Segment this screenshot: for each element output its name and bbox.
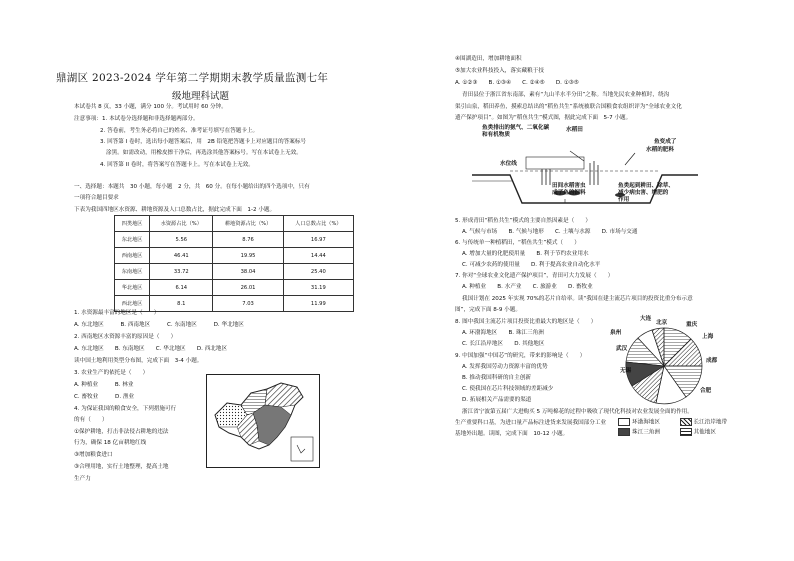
table-cell: 5.56: [150, 232, 213, 248]
passage-line: 浙江省宁波第五届广大进购买 5 万吨棉花的过程中吸收了现代化科技对农业发展全面的作用。: [462, 409, 693, 415]
diagram-label: 鱼变成了: [654, 139, 677, 145]
question-line: 4. 为保证我国的粮食安全，下列措施可行: [74, 406, 177, 412]
question-line: 3. 农业生产的依托是（ ）: [74, 370, 149, 376]
land-use-map: [206, 374, 320, 468]
intro-line: 本试卷共 8 页，33 小题，满分 100 分。考试用时 60 分钟。: [74, 104, 227, 110]
legend-label: 珠江三角洲: [632, 429, 660, 436]
option-line: A. ①②③ B. ①③④ C. ②④⑤ D. ①③⑤: [455, 80, 579, 86]
question-line: A. 种植业 B. 林业: [74, 382, 134, 388]
question-line: A. 环渤海地区 B. 珠江三角洲: [462, 330, 544, 336]
table-cell: 16.97: [283, 232, 353, 248]
pie-label: 无锡: [620, 368, 632, 374]
table-header-row: [115, 216, 354, 232]
question-line: A. 东北地区 B. 西南地区 C. 东南地区 D. 华北地区: [74, 322, 244, 328]
intro-line: 2. 答卷前，考生务必将自己的姓名、准考证号填写在答题卡上。: [100, 128, 259, 134]
pie-legend: [618, 428, 716, 437]
diagram-label: 水稻的肥料: [646, 147, 674, 153]
legend-swatch: [618, 428, 630, 436]
table-cell: 华北地区: [115, 280, 150, 296]
question-line: 5. 形成青田“稻鱼共生”模式的主要自然因素是（ ）: [455, 218, 591, 224]
intro-line: 4. 回答第 II 卷时，将答案写在答题卡上。写在本试卷上无效。: [100, 162, 254, 168]
passage-line: 渠引山泉，稻田养鱼，摸索总结出的“稻鱼共生”系统被联合国粮食农组织评为“全球农业文化: [455, 104, 682, 110]
table-intro: 下表为我国四地区水资源、耕地资源及人口总数占比，据此完成下面 1-2 小题。: [74, 207, 276, 213]
pie-label: 合肥: [700, 388, 712, 394]
question-line: 行为，确保 18 亿亩耕地红线: [74, 440, 147, 446]
section-heading: 一项符合题目要求: [74, 195, 119, 201]
intro-line: 注意事项：1. 本试卷分选择题和非选择题两部分。: [74, 116, 199, 122]
legend-label: 长江沿岸地带: [693, 419, 728, 426]
question-line: A. 发挥我国劳动力资源丰富的优势: [462, 364, 548, 370]
question-line: 1. 水资源最丰富的地区是（ ）: [74, 310, 160, 316]
question-line: 生产力: [74, 476, 91, 482]
resource-table: [114, 215, 354, 312]
diagram-label: 鱼类起到耕田、除草、: [618, 183, 674, 189]
question-line: 9. 中国加强“中国芯”的研究，带来的影响是（ ）: [455, 353, 586, 359]
intro-line: 3. 回答第 I 卷时，选出每小题答案后，用 2B 铅笔把答题卡上对应题目的答案标号: [100, 139, 307, 145]
legend-label: 其他地区: [693, 429, 716, 436]
pie-legend: [618, 418, 727, 427]
legend-swatch: [618, 418, 630, 426]
table-cell: 西南地区: [115, 248, 150, 264]
question-line: ①保护耕地，打击非法侵占耕地的违法: [74, 429, 169, 435]
passage-line: 遗产保护项目”。如图为“稻鱼共生”模式图，据此完成下面 5-7 小题。: [455, 115, 632, 121]
legend-swatch: [680, 428, 692, 436]
question-line: C. 可减少农药的使用量 D. 利于提高农业自动化水平: [462, 262, 601, 268]
diagram-label: 成了鱼的饲料: [552, 190, 586, 196]
china-map-icon: [207, 375, 319, 467]
table-row: [115, 264, 354, 280]
table-cell: 7.03: [213, 296, 283, 312]
option-line: ④围湖造田，增加耕地面积: [455, 56, 522, 62]
passage-line: 生产重要科口基，为进口量产品标注进货来发展我国部分工业: [455, 420, 607, 426]
table-row: [115, 280, 354, 296]
table-header-cell: 耕地资源占比（%）: [213, 216, 283, 232]
table-header-cell: 四类地区: [115, 216, 150, 232]
question-line: A. 增加大量的化肥使用量 B. 利于节约农业用水: [462, 251, 589, 257]
section-heading: 一、选择题：本题共 30 小题，每小题 2 分，共 60 分。在每小题给出的四个选项中，只有: [74, 184, 310, 190]
pie-label: 北京: [656, 320, 668, 326]
pie-label: 上海: [702, 334, 714, 340]
table-cell: 46.41: [150, 248, 213, 264]
pie-label: 重庆: [686, 322, 698, 328]
pie-label: 泉州: [610, 330, 622, 336]
diagram-label: 减少病虫害、增肥的: [618, 190, 669, 196]
table-header-cell: 人口总数占比（%）: [283, 216, 353, 232]
rice-fish-diagram: [470, 123, 700, 215]
diagram-label: 鱼类排出的氨气、二氧化碳: [482, 125, 550, 131]
question-line: 8. 图中我国主流芯片项目投资比重最大的地区是（ ）: [455, 319, 597, 325]
table-cell: 东南地区: [115, 264, 150, 280]
diagram-label: 水位线: [500, 161, 517, 167]
question-line: B. 推动我国科研的自主创新: [462, 375, 531, 381]
pie-label: 武汉: [616, 346, 628, 352]
question-line: C. 使我国在芯片科技领域的差距减少: [462, 386, 554, 392]
table-cell: 8.76: [213, 232, 283, 248]
table-row: [115, 232, 354, 248]
question-line: A. 东北地区 B. 东南地区 C. 华北地区 D. 西北地区: [74, 346, 228, 352]
page-title: 鼎湖区 2023-2024 学年第二学期期末教学质量监测七年: [56, 72, 329, 84]
table-cell: 31.19: [283, 280, 353, 296]
legend-swatch: [680, 418, 692, 426]
question-line: 6. 与传统单一种植稻田，“稻鱼共生”模式（ ）: [455, 240, 580, 246]
table-cell: 33.72: [150, 264, 213, 280]
table-header-cell: 水资源占比（%）: [150, 216, 213, 232]
table-cell: 38.04: [213, 264, 283, 280]
question-line: 7. 你对“全球农业文化遗产保护项目”，青田可大力发展（ ）: [455, 273, 614, 279]
question-line: 的有（ ）: [74, 417, 108, 423]
diagram-label: 田间水稻害虫: [552, 183, 586, 189]
pie-label: 成都: [706, 358, 718, 364]
table-cell: 8.1: [150, 296, 213, 312]
table-cell: 11.99: [283, 296, 353, 312]
question-line: C. 长江沿岸地区 D. 其他地区: [462, 341, 545, 347]
question-line: A. 种植业 B. 水产业 C. 旅游业 D. 畜牧业: [462, 284, 593, 290]
passage-line: 青田县位于浙江省东南部，素有“九山半水半分田”之称。当地先民农业种植时，绕沟: [462, 92, 670, 98]
diagram-label: 和有机物质: [482, 132, 510, 138]
diagram-label: 水稻田: [566, 127, 583, 133]
table-cell: 14.44: [283, 248, 353, 264]
question-line: ③合理用地，实行土地整理，提高土地: [74, 464, 169, 470]
legend-label: 环渤海地区: [632, 419, 660, 426]
table-row: [115, 248, 354, 264]
table-cell: 东北地区: [115, 232, 150, 248]
option-line: ⑤加大农业科技投入，落实藏粮于技: [455, 68, 544, 74]
table-cell: 西北地区: [115, 296, 150, 312]
question-line: D. 拓展相关产品需要的渠道: [462, 397, 532, 403]
passage-line: 我国计划在 2025 年实现 70%的芯片自给率。读“我国在建主流芯片项目的投资比重分布示意: [462, 296, 693, 302]
question-line: C. 畜牧业 D. 渔业: [74, 394, 135, 400]
table-cell: 6.14: [150, 280, 213, 296]
table-cell: 25.40: [283, 264, 353, 280]
question-line: ③增加粮食进口: [74, 452, 113, 458]
question-line: A. 气候与市场 B. 气候与地形 C. 土壤与水源 D. 市场与交通: [462, 229, 638, 235]
pie-label: 大连: [640, 316, 652, 322]
intro-line: 涂黑。如需改动，用橡皮擦干净后，再选涂其他答案标号。写在本试卷上无效。: [106, 150, 302, 156]
diagram-label: 作用: [618, 197, 630, 203]
table-cell: 19.95: [213, 248, 283, 264]
passage-line: 基地外出题。读图，完成下面 10-12 小题。: [455, 431, 569, 437]
question-line: 2. 西南地区水资源丰富的原因是（ ）: [74, 334, 177, 340]
question-line: 读中国土地利用类型分布图，完成下面 3-4 小题。: [74, 358, 203, 364]
page-subtitle: 级地理科试题: [172, 91, 230, 102]
table-cell: 26.01: [213, 280, 283, 296]
passage-line: 图”，完成下面 8-9 小题。: [455, 307, 521, 313]
